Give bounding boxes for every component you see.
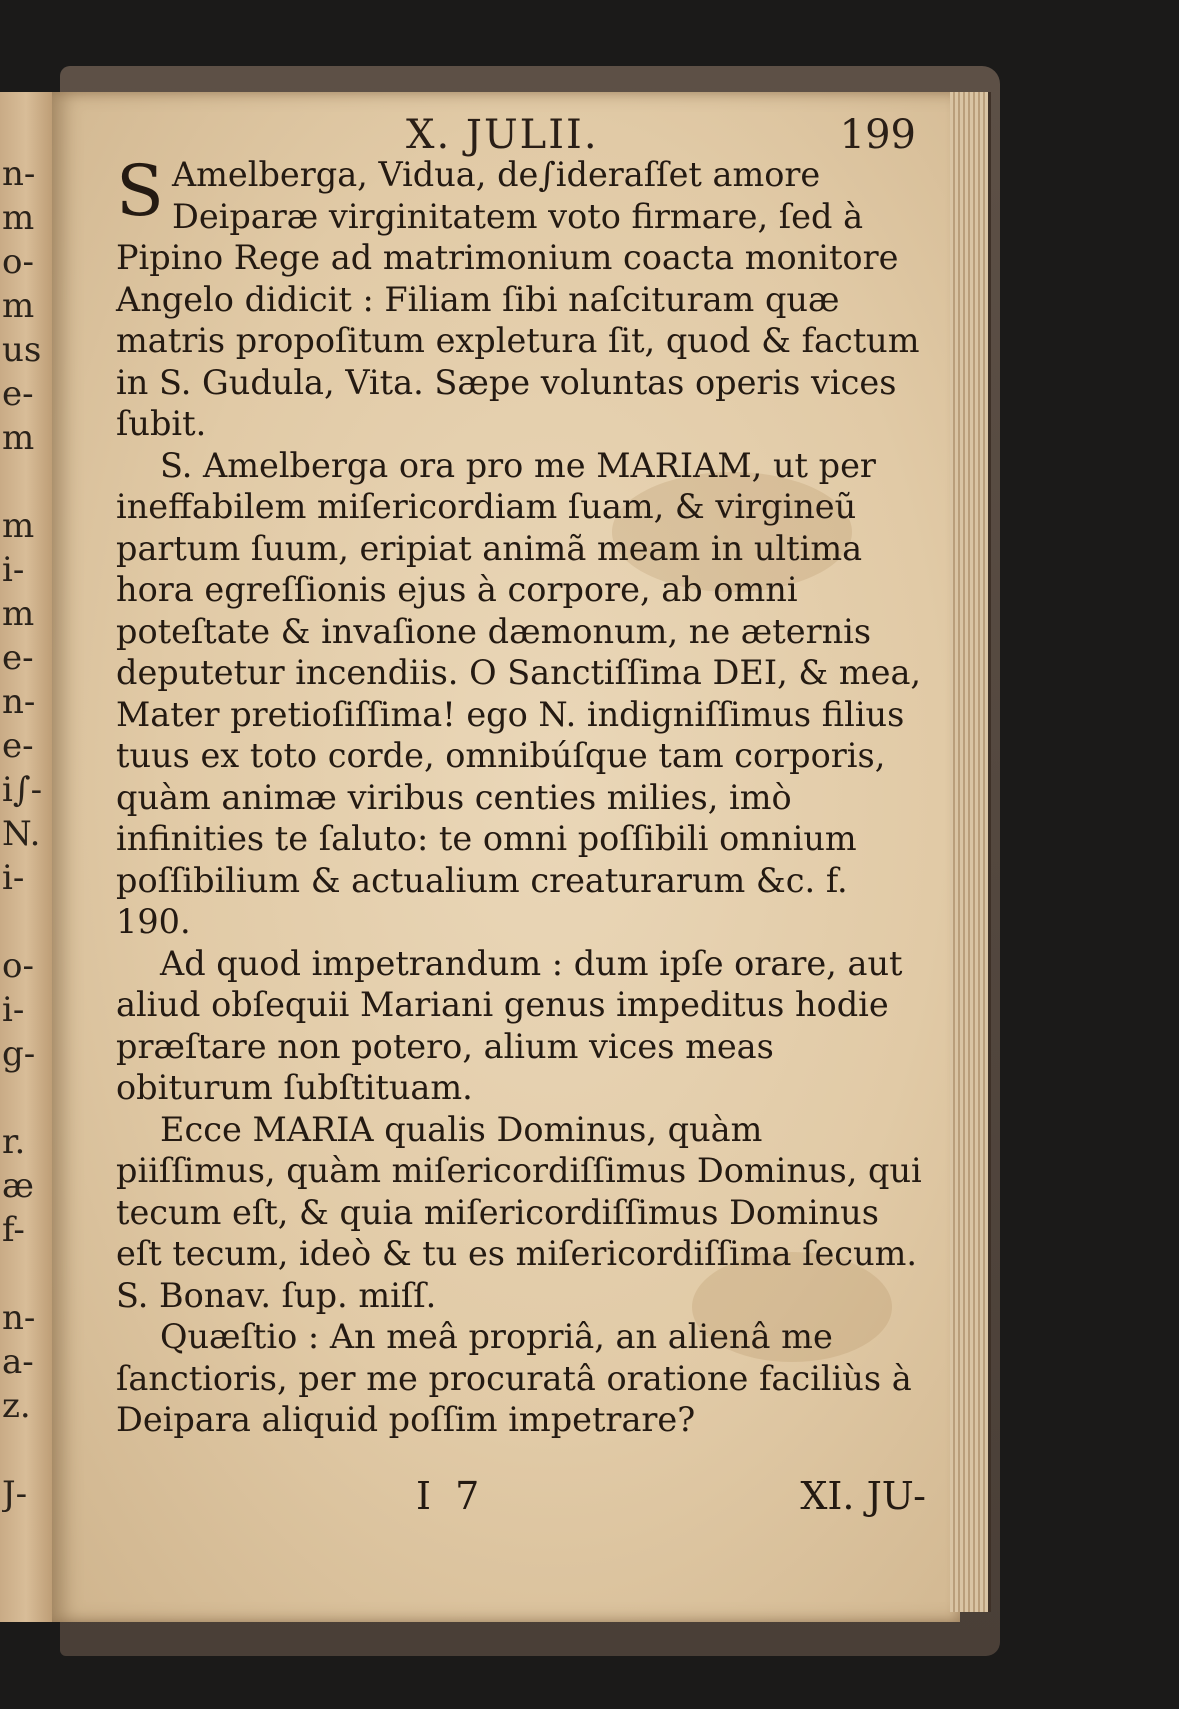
paragraph: Ecce MARIA qualis Dominus, quàm piiſſimus, quàm miſericordiſſimus Dominus, qui tecum eſt, & quia miſericordiſſimus Dominus eſt tecum, ideò & tu es miſericordiſſima ſecum. S. Bonav. ſup. miſſ. [116,1109,922,1315]
left-page-fragment: e- [2,638,34,678]
book-page [52,92,960,1622]
left-page-fragment: o- [2,946,34,986]
drop-capital: S [116,150,164,232]
left-page-fragment: n- [2,154,36,194]
running-title: X. JULII. [406,112,599,158]
paragraph: S. Amelberga ora pro me MARIAM, ut per ineffabilem miſericordiam ſuam, & virgineũ partum ſuum, eripiat animã meam in ultima hora egreſſionis ejus à corpore, ab omni poteſtate & invaſione dæmonum, ne æternis deputetur incendiis. O Sanctiſſima DEI, & mea, Mater pretioſiſſima! ego N. indigniſſimus filius tuus ex toto corde, omnibúſque tam corporis, quàm animæ viribus centies milies, imò infinities te ſaluto: te omni poſſibili omnium poſſibilium & actualium creaturarum &c. f. 190. [116,445,922,941]
left-page-fragment: o- [2,242,34,282]
catchword: XI. JU- [800,1474,926,1518]
left-page-fragment: J- [2,1474,28,1514]
left-page-fragment: m [2,594,35,634]
page-text [116,150,926,1441]
left-page-fragment: f- [2,1210,25,1250]
left-page-fragment: m [2,506,35,546]
paragraph [116,150,926,445]
page-number: 199 [839,112,916,158]
paragraph: Ad quod impetrandum : dum ipſe orare, aut aliud obſequii Mariani genus impeditus hodie præſtare non potero, alium vices meas obiturum ſubſtituam. [116,943,903,1107]
left-page-fragment: r. [2,1122,26,1162]
left-page-fragment: i- [2,858,25,898]
left-page-fragment: n- [2,682,36,722]
left-page-fragment: i∫- [2,770,43,810]
page-footer [116,1474,926,1534]
left-page-fragment: m [2,418,35,458]
paragraph-text: Amelberga, Vidua, de∫ideraſſet amore Deiparæ virginitatem voto firmare, ſed à Pipino Rege ad matrimonium coacta monitore Angelo didicit : Filiam ſibi naſcituram quæ matris propoſitum expletura ſit, quod & factum in S. Gudula, Vita. Sæpe voluntas operis vices ſubit. [116,155,920,443]
left-page-fragment: a- [2,1342,34,1382]
signature-mark: I 7 [416,1474,486,1518]
left-page-fragment: z. [2,1386,31,1426]
left-page-fragment: e- [2,374,34,414]
left-page-fragment: i- [2,550,25,590]
left-page-fragment: i- [2,990,25,1030]
left-page-fragment: N. [2,814,41,854]
left-page-fragment: us [2,330,42,370]
page-edges [950,92,991,1612]
left-page-fragment: e- [2,726,34,766]
left-page-fragment: m [2,198,35,238]
left-page-fragment: g- [2,1034,36,1074]
left-page-fragment: n- [2,1298,36,1338]
paragraph: Quæſtio : An meâ propriâ, an alienâ me ſanctioris, per me procuratâ oratione faciliùs à Deipara aliquid poſſim impetrare? [116,1317,912,1439]
left-page-fragment: æ [2,1166,34,1206]
left-page-fragment: m [2,286,35,326]
